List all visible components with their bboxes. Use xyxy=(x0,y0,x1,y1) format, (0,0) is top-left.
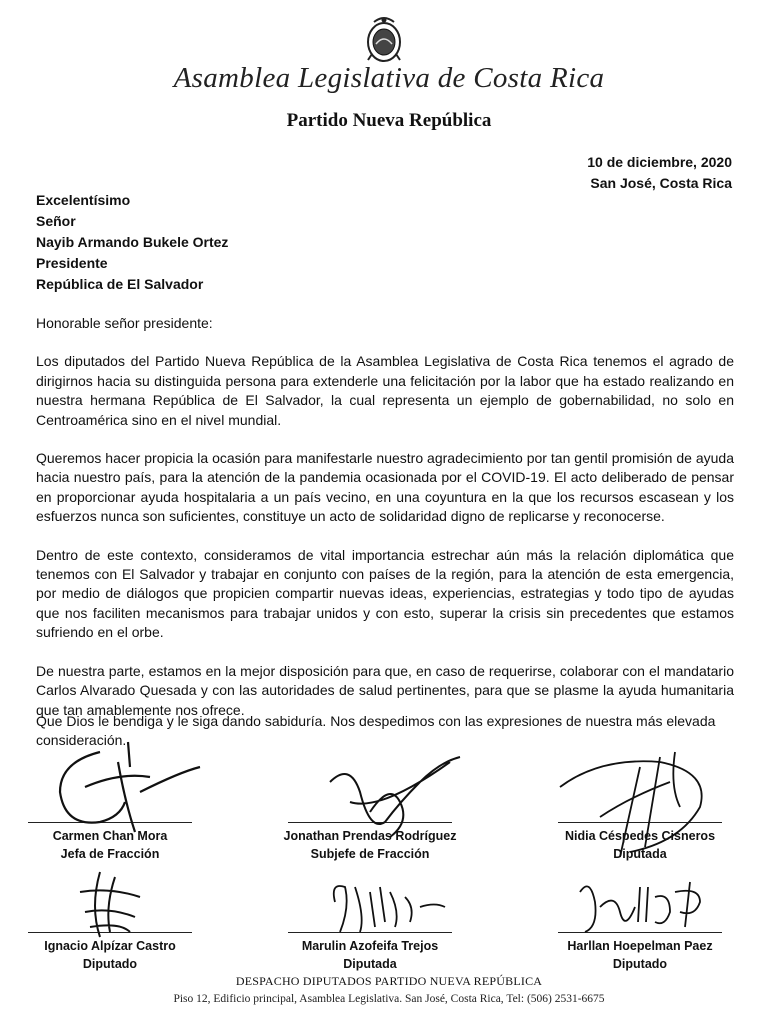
signatory-title: Diputado xyxy=(82,957,138,971)
signatory-name: Carmen Chan Mora xyxy=(52,829,168,843)
signatory-name: Nidia Céspedes Cisneros xyxy=(564,829,716,843)
addressee-line: Excelentísimo xyxy=(36,192,131,208)
signature-block xyxy=(270,932,470,973)
signature-block xyxy=(270,822,470,863)
signature-block xyxy=(10,932,210,973)
signatory-title: Diputada xyxy=(613,847,667,861)
addressee-line: República de El Salvador xyxy=(36,276,204,292)
signature-block xyxy=(540,822,740,863)
signatory-name: Jonathan Prendas Rodríguez xyxy=(283,829,457,843)
letter-body xyxy=(36,314,734,739)
signatory-title: Jefa de Fracción xyxy=(60,847,160,861)
handwritten-signature-icon xyxy=(540,727,740,867)
party-title: Partido Nueva República xyxy=(286,110,492,131)
letter-place: San José, Costa Rica xyxy=(590,175,732,191)
date-block xyxy=(587,152,732,194)
signature-block xyxy=(10,822,210,863)
signatory-title: Diputada xyxy=(343,957,397,971)
handwritten-signature-icon xyxy=(320,872,460,942)
body-paragraph: De nuestra parte, estamos en la mejor disposición para que, en caso de requerirse, colaborar con el mandatario Carlos Alvarado Quesada y con las autoridades de salud pertinentes, para que se plasme la ayuda humanitaria que tan amablemente nos ofrece. xyxy=(36,662,734,718)
salutation: Honorable señor presidente: xyxy=(36,315,213,331)
coat-of-arms-seal-icon xyxy=(364,14,404,64)
closing-text: Que Dios le bendiga y le siga dando sabiduría. Nos despedimos con las expresiones de nuestra más elevada consideración. xyxy=(36,713,716,748)
handwritten-signature-icon xyxy=(570,872,720,942)
handwritten-signature-icon xyxy=(40,732,210,842)
addressee-block xyxy=(36,190,228,295)
addressee-line: Nayib Armando Bukele Ortez xyxy=(36,234,229,250)
body-paragraph: Queremos hacer propicia la ocasión para manifestarle nuestro agradecimiento por tan gentil promisión de ayuda hacia nuestro país, para la atención de la pandemia ocasionada por el COVID-19. El acto deliberado de pensar en proporcionar ayuda hospitalaria a un país vecino, en una coyuntura en la que los recursos escasean y los esfuerzos nunca son suficientes, constituye un acto de solidaridad digno de replicarse y reconocerse. xyxy=(36,450,734,525)
addressee-line: Señor xyxy=(36,213,76,229)
footer-address: Piso 12, Edificio principal, Asamblea Legislativa. San José, Costa Rica, Tel: (506) 2531-6675 xyxy=(173,993,605,1005)
signatory-title: Subjefe de Fracción xyxy=(310,847,430,861)
handwritten-signature-icon xyxy=(70,867,150,942)
footer-office: DESPACHO DIPUTADOS PARTIDO NUEVA REPÚBLICA xyxy=(235,974,543,988)
signatory-title: Diputado xyxy=(612,957,668,971)
signatory-name: Harllan Hoepelman Paez xyxy=(567,939,713,953)
signature-block xyxy=(540,932,740,973)
signatory-name: Ignacio Alpízar Castro xyxy=(44,939,176,953)
signatory-name: Marulin Azofeifa Trejos xyxy=(301,939,439,953)
body-paragraph: Los diputados del Partido Nueva República de la Asamblea Legislativa de Costa Rica tenemos el agrado de dirigirnos hacia su distinguida persona para extenderle una felicitación por la labor que ha estado realizando en nuestra hermana República de El Salvador, la cual representa un ejemplo de gobernabilidad, no solo en Centroamérica sino en el nivel mundial. xyxy=(36,353,734,428)
body-paragraph: Dentro de este contexto, consideramos de vital importancia estrechar aún más la relación diplomática que tenemos con El Salvador y trabajar en conjunto con países de la región, para la atención de esta emergencia, por medio de diálogos que propicien compartir nuevas ideas, experiencias, estrategias y todo tipo de ayudas que nos faciliten mecanismos para trabajar unidos y con esto, superar la crisis sin precedentes que estamos sufriendo en el orbe. xyxy=(36,546,734,641)
assembly-title: Asamblea Legislativa de Costa Rica xyxy=(173,62,605,94)
addressee-line: Presidente xyxy=(36,255,108,271)
handwritten-signature-icon xyxy=(290,742,470,852)
letter-date: 10 de diciembre, 2020 xyxy=(587,154,732,170)
